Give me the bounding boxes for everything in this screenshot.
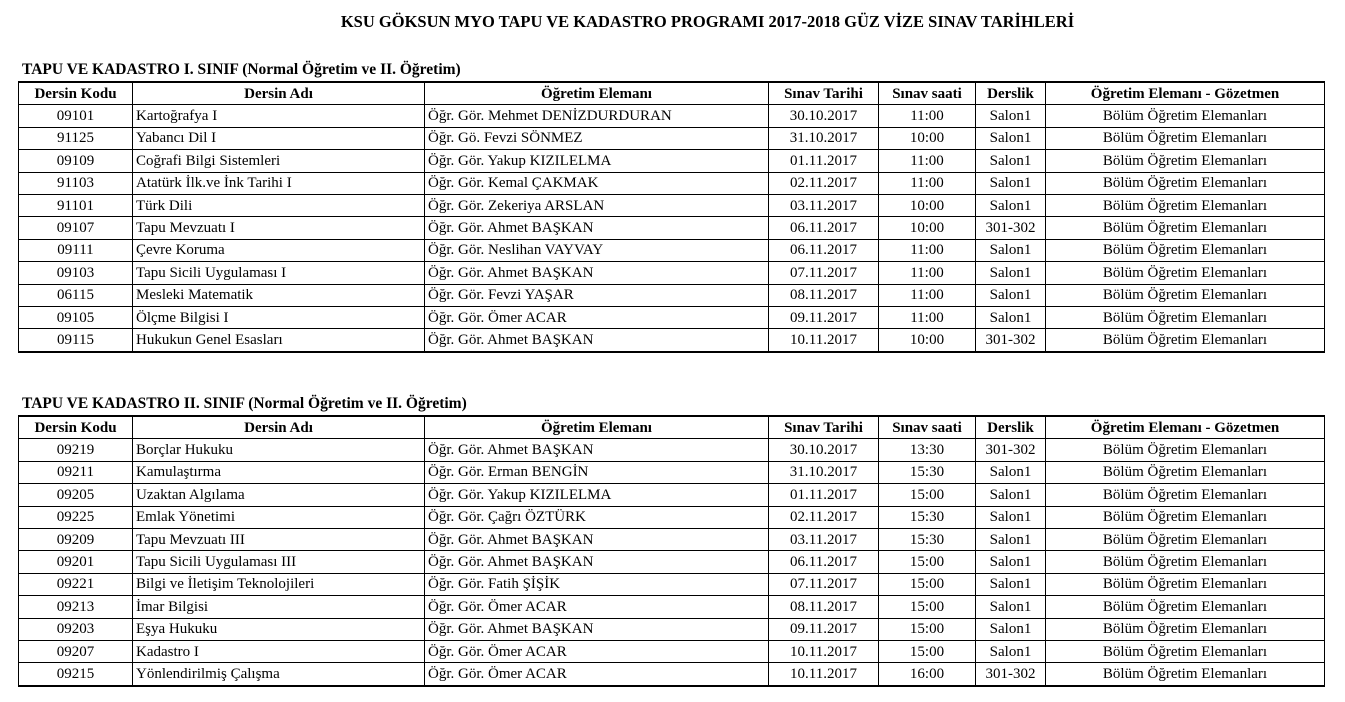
proctor-cell: Bölüm Öğretim Elemanları xyxy=(1046,239,1325,261)
course-code-cell: 09221 xyxy=(19,573,133,595)
course-name-cell: Tapu Mevzuatı I xyxy=(133,217,425,239)
classroom-cell: Salon1 xyxy=(976,618,1046,640)
table-row xyxy=(19,596,1325,618)
exam-date-cell: 02.11.2017 xyxy=(769,506,879,528)
header-instructor: Öğretim Elemanı xyxy=(425,82,769,105)
course-code-cell: 09105 xyxy=(19,306,133,328)
course-name-cell: Tapu Sicili Uygulaması III xyxy=(133,551,425,573)
table-row xyxy=(19,306,1325,328)
course-code-cell: 09215 xyxy=(19,663,133,686)
proctor-cell: Bölüm Öğretim Elemanları xyxy=(1046,528,1325,550)
table-row xyxy=(19,105,1325,127)
classroom-cell: Salon1 xyxy=(976,172,1046,194)
exam-time-cell: 11:00 xyxy=(879,150,976,172)
exam-time-cell: 11:00 xyxy=(879,239,976,261)
instructor-cell: Öğr. Gör. Ahmet BAŞKAN xyxy=(425,439,769,461)
exam-date-cell: 06.11.2017 xyxy=(769,217,879,239)
header-exam-date: Sınav Tarihi xyxy=(769,82,879,105)
exam-table-second-year xyxy=(18,415,1325,687)
course-name-cell: Bilgi ve İletişim Teknolojileri xyxy=(133,573,425,595)
course-name-cell: Tapu Mevzuatı III xyxy=(133,528,425,550)
exam-date-cell: 10.11.2017 xyxy=(769,329,879,352)
proctor-cell: Bölüm Öğretim Elemanları xyxy=(1046,461,1325,483)
classroom-cell: Salon1 xyxy=(976,262,1046,284)
course-code-cell: 09109 xyxy=(19,150,133,172)
proctor-cell: Bölüm Öğretim Elemanları xyxy=(1046,284,1325,306)
exam-time-cell: 15:00 xyxy=(879,618,976,640)
proctor-cell: Bölüm Öğretim Elemanları xyxy=(1046,217,1325,239)
instructor-cell: Öğr. Gör. Ahmet BAŞKAN xyxy=(425,217,769,239)
exam-time-cell: 11:00 xyxy=(879,105,976,127)
instructor-cell: Öğr. Gör. Ahmet BAŞKAN xyxy=(425,528,769,550)
table-row xyxy=(19,194,1325,216)
course-name-cell: Çevre Koruma xyxy=(133,239,425,261)
header-course-name: Dersin Adı xyxy=(133,416,425,439)
course-name-cell: Türk Dili xyxy=(133,194,425,216)
classroom-cell: 301-302 xyxy=(976,663,1046,686)
instructor-cell: Öğr. Gör. Ömer ACAR xyxy=(425,596,769,618)
exam-time-cell: 15:00 xyxy=(879,596,976,618)
course-name-cell: Kartoğrafya I xyxy=(133,105,425,127)
proctor-cell: Bölüm Öğretim Elemanları xyxy=(1046,262,1325,284)
table-header-row xyxy=(19,416,1325,439)
classroom-cell: Salon1 xyxy=(976,194,1046,216)
exam-date-cell: 09.11.2017 xyxy=(769,618,879,640)
exam-time-cell: 15:00 xyxy=(879,551,976,573)
instructor-cell: Öğr. Gör. Zekeriya ARSLAN xyxy=(425,194,769,216)
course-code-cell: 09205 xyxy=(19,484,133,506)
proctor-cell: Bölüm Öğretim Elemanları xyxy=(1046,194,1325,216)
exam-time-cell: 11:00 xyxy=(879,172,976,194)
instructor-cell: Öğr. Gör. Yakup KIZILELMA xyxy=(425,150,769,172)
exam-date-cell: 10.11.2017 xyxy=(769,663,879,686)
exam-time-cell: 10:00 xyxy=(879,329,976,352)
table-row xyxy=(19,439,1325,461)
classroom-cell: Salon1 xyxy=(976,284,1046,306)
instructor-cell: Öğr. Gör. Ahmet BAŞKAN xyxy=(425,262,769,284)
course-code-cell: 09101 xyxy=(19,105,133,127)
exam-date-cell: 31.10.2017 xyxy=(769,461,879,483)
classroom-cell: Salon1 xyxy=(976,551,1046,573)
table-row xyxy=(19,329,1325,352)
proctor-cell: Bölüm Öğretim Elemanları xyxy=(1046,663,1325,686)
classroom-cell: Salon1 xyxy=(976,306,1046,328)
table-row xyxy=(19,461,1325,483)
table-header-row xyxy=(19,82,1325,105)
table-row xyxy=(19,239,1325,261)
course-name-cell: Emlak Yönetimi xyxy=(133,506,425,528)
exam-date-cell: 30.10.2017 xyxy=(769,439,879,461)
course-name-cell: Borçlar Hukuku xyxy=(133,439,425,461)
exam-date-cell: 01.11.2017 xyxy=(769,484,879,506)
course-code-cell: 09209 xyxy=(19,528,133,550)
classroom-cell: Salon1 xyxy=(976,640,1046,662)
instructor-cell: Öğr. Gör. Ahmet BAŞKAN xyxy=(425,551,769,573)
exam-date-cell: 09.11.2017 xyxy=(769,306,879,328)
classroom-cell: Salon1 xyxy=(976,239,1046,261)
table-row xyxy=(19,127,1325,149)
course-code-cell: 06115 xyxy=(19,284,133,306)
course-code-cell: 09211 xyxy=(19,461,133,483)
exam-date-cell: 08.11.2017 xyxy=(769,284,879,306)
proctor-cell: Bölüm Öğretim Elemanları xyxy=(1046,127,1325,149)
exam-time-cell: 16:00 xyxy=(879,663,976,686)
instructor-cell: Öğr. Gör. Ömer ACAR xyxy=(425,663,769,686)
exam-time-cell: 15:30 xyxy=(879,506,976,528)
table-body-second-year xyxy=(19,439,1325,686)
course-name-cell: Yönlendirilmiş Çalışma xyxy=(133,663,425,686)
section-title-second-year: TAPU VE KADASTRO II. SINIF (Normal Öğretim ve II. Öğretim) xyxy=(22,395,467,412)
instructor-cell: Öğr. Gör. Fevzi YAŞAR xyxy=(425,284,769,306)
header-classroom: Derslik xyxy=(976,416,1046,439)
header-exam-time: Sınav saati xyxy=(879,82,976,105)
table-row xyxy=(19,506,1325,528)
table-row xyxy=(19,262,1325,284)
course-code-cell: 09201 xyxy=(19,551,133,573)
instructor-cell: Öğr. Gör. Çağrı ÖZTÜRK xyxy=(425,506,769,528)
table-row xyxy=(19,663,1325,686)
proctor-cell: Bölüm Öğretim Elemanları xyxy=(1046,551,1325,573)
course-name-cell: Yabancı Dil I xyxy=(133,127,425,149)
proctor-cell: Bölüm Öğretim Elemanları xyxy=(1046,306,1325,328)
table-row xyxy=(19,551,1325,573)
exam-time-cell: 15:30 xyxy=(879,461,976,483)
instructor-cell: Öğr. Gör. Fatih ŞİŞİK xyxy=(425,573,769,595)
exam-date-cell: 08.11.2017 xyxy=(769,596,879,618)
classroom-cell: 301-302 xyxy=(976,329,1046,352)
header-proctor: Öğretim Elemanı - Gözetmen xyxy=(1046,416,1325,439)
course-code-cell: 91125 xyxy=(19,127,133,149)
instructor-cell: Öğr. Gö. Fevzi SÖNMEZ xyxy=(425,127,769,149)
classroom-cell: Salon1 xyxy=(976,461,1046,483)
exam-date-cell: 07.11.2017 xyxy=(769,573,879,595)
exam-date-cell: 03.11.2017 xyxy=(769,194,879,216)
course-name-cell: Ölçme Bilgisi I xyxy=(133,306,425,328)
exam-time-cell: 11:00 xyxy=(879,284,976,306)
header-instructor: Öğretim Elemanı xyxy=(425,416,769,439)
exam-date-cell: 06.11.2017 xyxy=(769,239,879,261)
table-row xyxy=(19,172,1325,194)
exam-date-cell: 31.10.2017 xyxy=(769,127,879,149)
document-title: KSU GÖKSUN MYO TAPU VE KADASTRO PROGRAMI 2017-2018 GÜZ VİZE SINAV TARİHLERİ xyxy=(340,12,1075,31)
exam-time-cell: 10:00 xyxy=(879,127,976,149)
exam-date-cell: 10.11.2017 xyxy=(769,640,879,662)
instructor-cell: Öğr. Gör. Ahmet BAŞKAN xyxy=(425,329,769,352)
exam-time-cell: 13:30 xyxy=(879,439,976,461)
exam-time-cell: 15:00 xyxy=(879,640,976,662)
exam-date-cell: 02.11.2017 xyxy=(769,172,879,194)
proctor-cell: Bölüm Öğretim Elemanları xyxy=(1046,484,1325,506)
course-code-cell: 91101 xyxy=(19,194,133,216)
proctor-cell: Bölüm Öğretim Elemanları xyxy=(1046,596,1325,618)
classroom-cell: 301-302 xyxy=(976,217,1046,239)
header-proctor: Öğretim Elemanı - Gözetmen xyxy=(1046,82,1325,105)
table-row xyxy=(19,284,1325,306)
course-name-cell: Atatürk İlk.ve İnk Tarihi I xyxy=(133,172,425,194)
instructor-cell: Öğr. Gör. Mehmet DENİZDURDURAN xyxy=(425,105,769,127)
course-code-cell: 09213 xyxy=(19,596,133,618)
course-name-cell: Eşya Hukuku xyxy=(133,618,425,640)
course-code-cell: 09219 xyxy=(19,439,133,461)
course-code-cell: 09225 xyxy=(19,506,133,528)
table-row xyxy=(19,528,1325,550)
instructor-cell: Öğr. Gör. Kemal ÇAKMAK xyxy=(425,172,769,194)
course-name-cell: Tapu Sicili Uygulaması I xyxy=(133,262,425,284)
course-name-cell: Uzaktan Algılama xyxy=(133,484,425,506)
table-row xyxy=(19,618,1325,640)
proctor-cell: Bölüm Öğretim Elemanları xyxy=(1046,573,1325,595)
exam-time-cell: 15:30 xyxy=(879,528,976,550)
exam-time-cell: 10:00 xyxy=(879,194,976,216)
classroom-cell: Salon1 xyxy=(976,127,1046,149)
header-exam-time: Sınav saati xyxy=(879,416,976,439)
classroom-cell: Salon1 xyxy=(976,596,1046,618)
classroom-cell: Salon1 xyxy=(976,105,1046,127)
course-code-cell: 91103 xyxy=(19,172,133,194)
exam-time-cell: 15:00 xyxy=(879,573,976,595)
table-row xyxy=(19,150,1325,172)
header-course-code: Dersin Kodu xyxy=(19,82,133,105)
table-row xyxy=(19,640,1325,662)
course-code-cell: 09103 xyxy=(19,262,133,284)
exam-time-cell: 11:00 xyxy=(879,262,976,284)
exam-time-cell: 10:00 xyxy=(879,217,976,239)
exam-date-cell: 06.11.2017 xyxy=(769,551,879,573)
classroom-cell: Salon1 xyxy=(976,484,1046,506)
exam-time-cell: 11:00 xyxy=(879,306,976,328)
table-row xyxy=(19,484,1325,506)
instructor-cell: Öğr. Gör. Ahmet BAŞKAN xyxy=(425,618,769,640)
exam-date-cell: 03.11.2017 xyxy=(769,528,879,550)
proctor-cell: Bölüm Öğretim Elemanları xyxy=(1046,172,1325,194)
header-course-code: Dersin Kodu xyxy=(19,416,133,439)
instructor-cell: Öğr. Gör. Ömer ACAR xyxy=(425,306,769,328)
exam-date-cell: 30.10.2017 xyxy=(769,105,879,127)
course-name-cell: Mesleki Matematik xyxy=(133,284,425,306)
course-name-cell: Hukukun Genel Esasları xyxy=(133,329,425,352)
instructor-cell: Öğr. Gör. Ömer ACAR xyxy=(425,640,769,662)
instructor-cell: Öğr. Gör. Yakup KIZILELMA xyxy=(425,484,769,506)
course-code-cell: 09115 xyxy=(19,329,133,352)
course-name-cell: Kadastro I xyxy=(133,640,425,662)
proctor-cell: Bölüm Öğretim Elemanları xyxy=(1046,640,1325,662)
exam-date-cell: 07.11.2017 xyxy=(769,262,879,284)
header-course-name: Dersin Adı xyxy=(133,82,425,105)
proctor-cell: Bölüm Öğretim Elemanları xyxy=(1046,506,1325,528)
section-title-first-year: TAPU VE KADASTRO I. SINIF (Normal Öğretim ve II. Öğretim) xyxy=(22,61,461,78)
course-code-cell: 09111 xyxy=(19,239,133,261)
header-exam-date: Sınav Tarihi xyxy=(769,416,879,439)
instructor-cell: Öğr. Gör. Neslihan VAYVAY xyxy=(425,239,769,261)
exam-date-cell: 01.11.2017 xyxy=(769,150,879,172)
course-name-cell: Kamulaştırma xyxy=(133,461,425,483)
classroom-cell: Salon1 xyxy=(976,506,1046,528)
exam-table-first-year xyxy=(18,81,1325,353)
proctor-cell: Bölüm Öğretim Elemanları xyxy=(1046,439,1325,461)
table-body-first-year xyxy=(19,105,1325,352)
table-row xyxy=(19,573,1325,595)
proctor-cell: Bölüm Öğretim Elemanları xyxy=(1046,150,1325,172)
classroom-cell: 301-302 xyxy=(976,439,1046,461)
course-name-cell: Coğrafi Bilgi Sistemleri xyxy=(133,150,425,172)
course-code-cell: 09207 xyxy=(19,640,133,662)
classroom-cell: Salon1 xyxy=(976,528,1046,550)
header-classroom: Derslik xyxy=(976,82,1046,105)
classroom-cell: Salon1 xyxy=(976,150,1046,172)
table-row xyxy=(19,217,1325,239)
classroom-cell: Salon1 xyxy=(976,573,1046,595)
course-code-cell: 09203 xyxy=(19,618,133,640)
course-code-cell: 09107 xyxy=(19,217,133,239)
instructor-cell: Öğr. Gör. Erman BENGİN xyxy=(425,461,769,483)
proctor-cell: Bölüm Öğretim Elemanları xyxy=(1046,105,1325,127)
proctor-cell: Bölüm Öğretim Elemanları xyxy=(1046,618,1325,640)
course-name-cell: İmar Bilgisi xyxy=(133,596,425,618)
exam-time-cell: 15:00 xyxy=(879,484,976,506)
proctor-cell: Bölüm Öğretim Elemanları xyxy=(1046,329,1325,352)
